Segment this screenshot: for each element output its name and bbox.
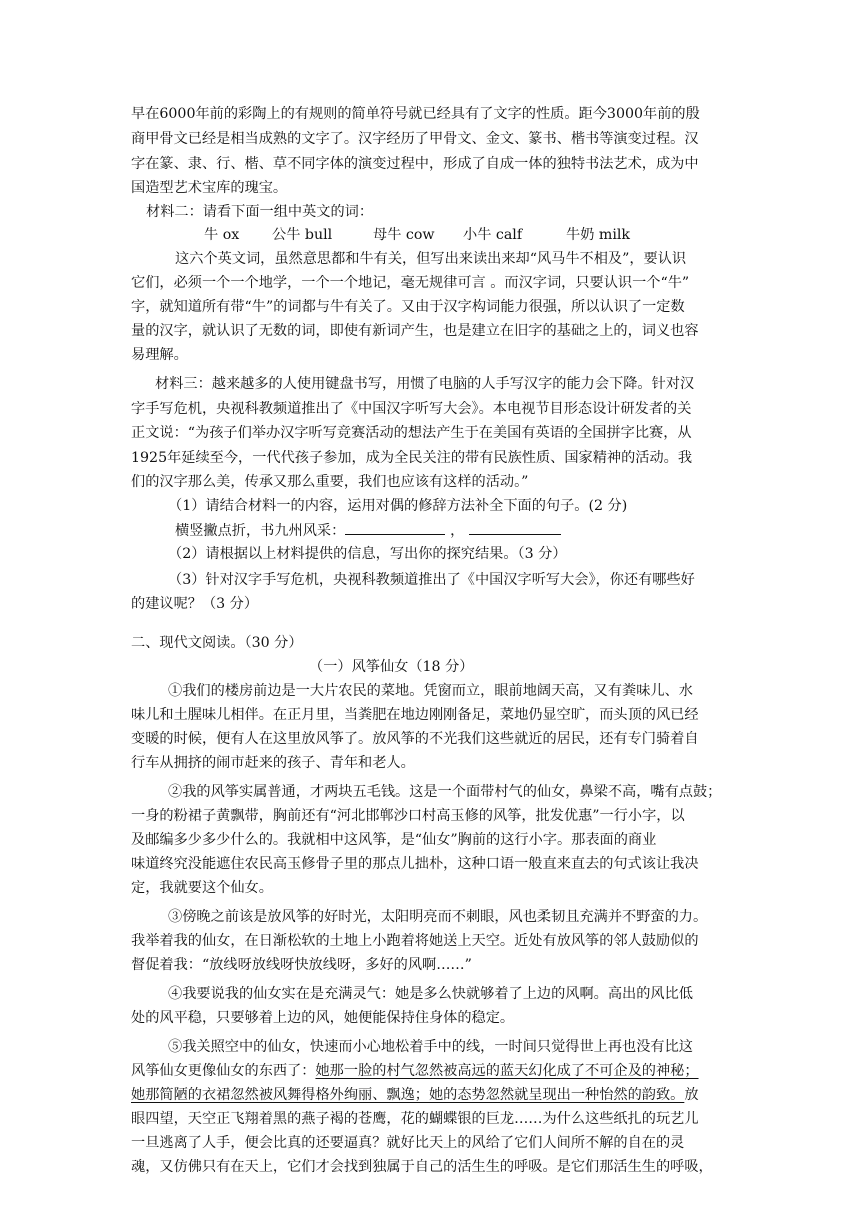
word-pair: 小牛 calf bbox=[463, 227, 523, 243]
answer-blank[interactable] bbox=[345, 520, 445, 535]
question-1-comma: ， bbox=[450, 523, 465, 539]
question-1-prompt: 横竖撇点折，书九州风采： bbox=[175, 523, 346, 539]
story-line bbox=[131, 1061, 699, 1081]
story-line: 眼四望，天空正飞翔着黑的燕子褐的苍鹰，花的蝴蝶银的巨龙……为什么这些纸扎的玩艺儿 bbox=[131, 1111, 699, 1127]
material1-line: 商甲骨文已经是相当成熟的文字了。汉字经历了甲骨文、金文、篆书、楷书等演变过程。汉 bbox=[131, 131, 699, 147]
story-text: 放 bbox=[684, 1087, 699, 1103]
material2-line: 量的汉字，就认识了无数的词，即使有新词产生，也是建立在旧字的基础之上的，词义也容 bbox=[131, 323, 699, 339]
story-line: ③傍晚之前该是放风筝的好时光，太阳明亮而不刺眼，风也柔韧且充满并不野蛮的力。 bbox=[168, 909, 708, 925]
question-1: （1）请结合材料一的内容，运用对偶的修辞方法补全下面的句子。(2 分) bbox=[168, 498, 628, 514]
material1-line: 字在篆、隶、行、楷、草不同字体的演变过程中，形成了自成一体的独特书法艺术，成为中 bbox=[131, 156, 699, 172]
question-3-line: 的建议呢？（3 分） bbox=[131, 596, 259, 612]
answer-blank[interactable] bbox=[469, 520, 561, 535]
story-line: 味儿和土腥味儿相伴。在正月里，当粪肥在地边刚刚备足，菜地仍显空旷，而头顶的风已经 bbox=[131, 707, 699, 723]
material3-line: 材料三：越来越多的人使用键盘书写，用惯了电脑的人手写汉字的能力会下降。针对汉 bbox=[155, 376, 695, 392]
word-pair: 母牛 cow bbox=[373, 227, 435, 243]
material2-line: 这六个英文词，虽然意思都和牛有关，但写出来读出来却“风马牛不相及”，要认识 bbox=[175, 251, 687, 267]
story-line: 魂，又仿佛只有在天上，它们才会找到独属于自己的活生生的呼吸。是它们那活生生的呼吸， bbox=[131, 1159, 713, 1175]
question-3-line: （3）针对汉字手写危机，央视科教频道推出了《中国汉字听写大会》，你还有哪些好 bbox=[168, 572, 695, 588]
material1-line: 国造型艺术宝库的瑰宝。 bbox=[131, 180, 288, 196]
story-line: 行车从拥挤的闹市赶来的孩子、青年和老人。 bbox=[131, 755, 415, 771]
story-line: 及邮编多少多少什么的。我就相中这风筝，是“仙女”胸前的这行小字。那表面的商业 bbox=[131, 832, 657, 848]
story-line: 变暖的时候，便有人在这里放风筝了。放风筝的不光我们这些就近的居民，还有专门骑着自 bbox=[131, 731, 699, 747]
underlined-sentence: 她那简陋的衣裙忽然被风舞得格外绚丽、飘逸；她的态势忽然就呈现出一种怡然的韵致。 bbox=[131, 1087, 685, 1103]
material3-line: 字手写危机，央视科教频道推出了《中国汉字听写大会》。本电视节目形态设计研发者的关 bbox=[131, 401, 692, 417]
story-line: ②我的风筝实属普通，才两块五毛钱。这是一个面带村气的仙女，鼻梁不高，嘴有点鼓； bbox=[168, 784, 722, 800]
story-line: 一身的粉裙子黄飘带，胸前还有“河北邯郸沙口村高玉修的风筝，批发优惠”一行小字，以 bbox=[131, 808, 685, 824]
story-line: ④我要说我的仙女实在是充满灵气：她是多么快就够着了上边的风啊。高出的风比低 bbox=[168, 986, 693, 1002]
story-line: ⑤我关照空中的仙女，快速而小心地松着手中的线，一时间只觉得世上再也没有比这 bbox=[168, 1039, 693, 1055]
story-line: 定，我就要这个仙女。 bbox=[131, 880, 273, 896]
story-text: 风筝仙女更像仙女的东西了： bbox=[131, 1063, 316, 1079]
story-line: ①我们的楼房前边是一大片农民的菜地。凭窗而立，眼前地阔天高，又有粪味儿、水 bbox=[168, 683, 693, 699]
material1-line: 早在6000年前的彩陶上的有规则的简单符号就已经具有了文字的性质。距今3000年前的殷 bbox=[131, 106, 700, 122]
material2-line: 字，就知道所有带“牛”的词都与牛有关了。又由于汉字构词能力很强，所以认识了一定数 bbox=[131, 299, 685, 315]
word-pair: 牛 ox bbox=[204, 227, 240, 243]
word-pair: 牛奶 milk bbox=[566, 227, 631, 243]
word-pair: 公牛 bull bbox=[272, 227, 333, 243]
material3-line: 1925年延续至今，一代代孩子参加，成为全民关注的带有民族性质、国家精神的活动。我 bbox=[131, 450, 693, 466]
question-2: （2）请根据以上材料提供的信息，写出你的探究结果。（3 分） bbox=[168, 546, 567, 562]
question-1-fill bbox=[175, 520, 561, 540]
material2-heading: 材料二：请看下面一组中英文的词： bbox=[146, 204, 374, 220]
story-line bbox=[131, 1085, 699, 1105]
story-line: 督促着我：“放线呀放线呀快放线呀，多好的风啊……” bbox=[131, 957, 472, 973]
story-line: 一旦逃离了人手，便会比真的还要逼真？就好比天上的风给了它们人间所不解的自在的灵 bbox=[131, 1135, 685, 1151]
section-heading: 二、现代文阅读。（30 分） bbox=[131, 635, 303, 651]
material3-line: 们的汉字那么美，传承又那么重要，我们也应该有这样的活动。” bbox=[131, 474, 529, 490]
story-line: 我举着我的仙女，在日渐松软的土地上小跑着将她送上天空。近处有放风筝的邻人鼓励似的 bbox=[131, 933, 699, 949]
story-line: 味道终究没能遮住农民高玉修骨子里的那点儿拙朴，这种口语一般直来直去的句式该让我决 bbox=[131, 856, 699, 872]
material3-line: 正文说：“为孩子们举办汉字听写竞赛活动的想法产生于在美国有英语的全国拼字比赛，从 bbox=[131, 425, 692, 441]
material2-line: 它们，必须一个一个地学，一个一个地记，毫无规律可言 。而汉字词，只要认识一个“牛” bbox=[131, 275, 690, 291]
underlined-sentence: 她那一脸的村气忽然被高远的蓝天幻化成了不可企及的神秘； bbox=[315, 1063, 699, 1079]
material2-line: 易理解。 bbox=[131, 347, 188, 363]
story-title: （一）风筝仙女（18 分） bbox=[309, 659, 474, 675]
story-line: 处的风平稳，只要够着上边的风，她便能保持住身体的稳定。 bbox=[131, 1010, 515, 1026]
